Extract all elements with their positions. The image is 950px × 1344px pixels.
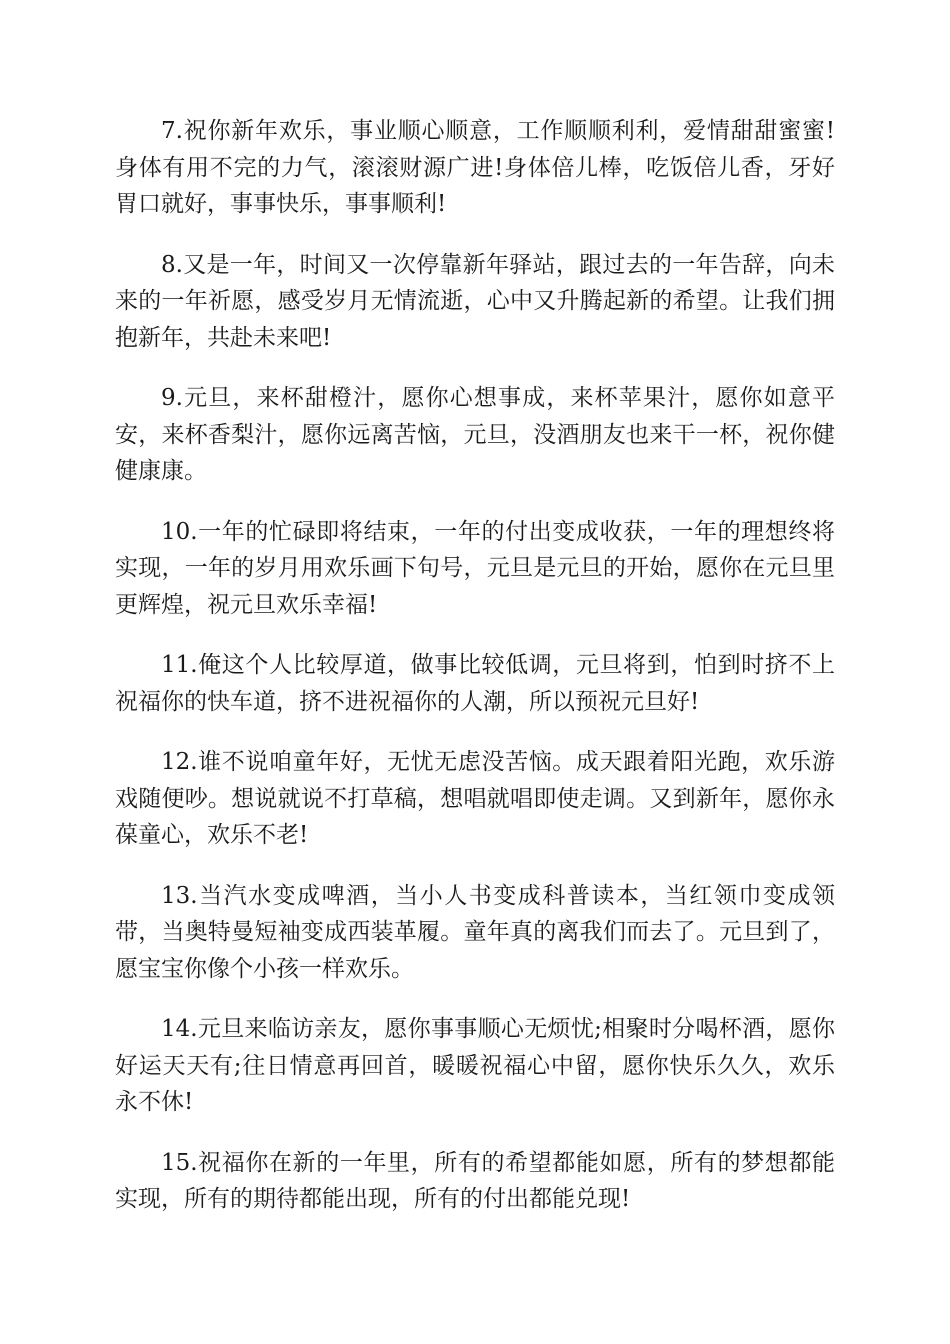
paragraph-12: 12.谁不说咱童年好，无忧无虑没苦恼。成天跟着阳光跑，欢乐游戏随便吵。想说就说不打草稿，想唱就唱即使走调。又到新年，愿你永葆童心，欢乐不老! [115,749,835,848]
paragraph-7: 7.祝你新年欢乐，事业顺心顺意，工作顺顺利利，爱情甜甜蜜蜜!身体有用不完的力气，滚滚财源广进!身体倍儿棒，吃饭倍儿香，牙好胃口就好，事事快乐，事事顺利! [115,118,835,217]
paragraph-13: 13.当汽水变成啤酒，当小人书变成科普读本，当红领巾变成领带，当奥特曼短袖变成西装革履。童年真的离我们而去了。元旦到了，愿宝宝你像个小孩一样欢乐。 [115,882,835,982]
paragraph-8: 8.又是一年，时间又一次停靠新年驿站，跟过去的一年告辞，向未来的一年祈愿，感受岁月无情流逝，心中又升腾起新的希望。让我们拥抱新年，共赴未来吧! [115,251,835,351]
paragraph-10: 10.一年的忙碌即将结束，一年的付出变成收获，一年的理想终将实现，一年的岁月用欢乐画下句号，元旦是元旦的开始，愿你在元旦里更辉煌，祝元旦欢乐幸福! [115,518,835,618]
document-body [115,113,835,1242]
paragraph-9: 9.元旦，来杯甜橙汁，愿你心想事成，来杯苹果汁，愿你如意平安，来杯香梨汁，愿你远离苦恼，元旦，没酒朋友也来干一杯，祝你健健康康。 [115,385,835,484]
paragraph-14: 14.元旦来临访亲友，愿你事事顺心无烦忧;相聚时分喝杯酒，愿你好运天天有;往日情意再回首，暖暖祝福心中留，愿你快乐久久，欢乐永不休! [115,1016,835,1115]
paragraph-15: 15.祝福你在新的一年里，所有的希望都能如愿，所有的梦想都能实现，所有的期待都能出现，所有的付出都能兑现! [115,1149,835,1212]
paragraph-11: 11.俺这个人比较厚道，做事比较低调，元旦将到，怕到时挤不上祝福你的快车道，挤不进祝福你的人潮，所以预祝元旦好! [115,652,835,715]
